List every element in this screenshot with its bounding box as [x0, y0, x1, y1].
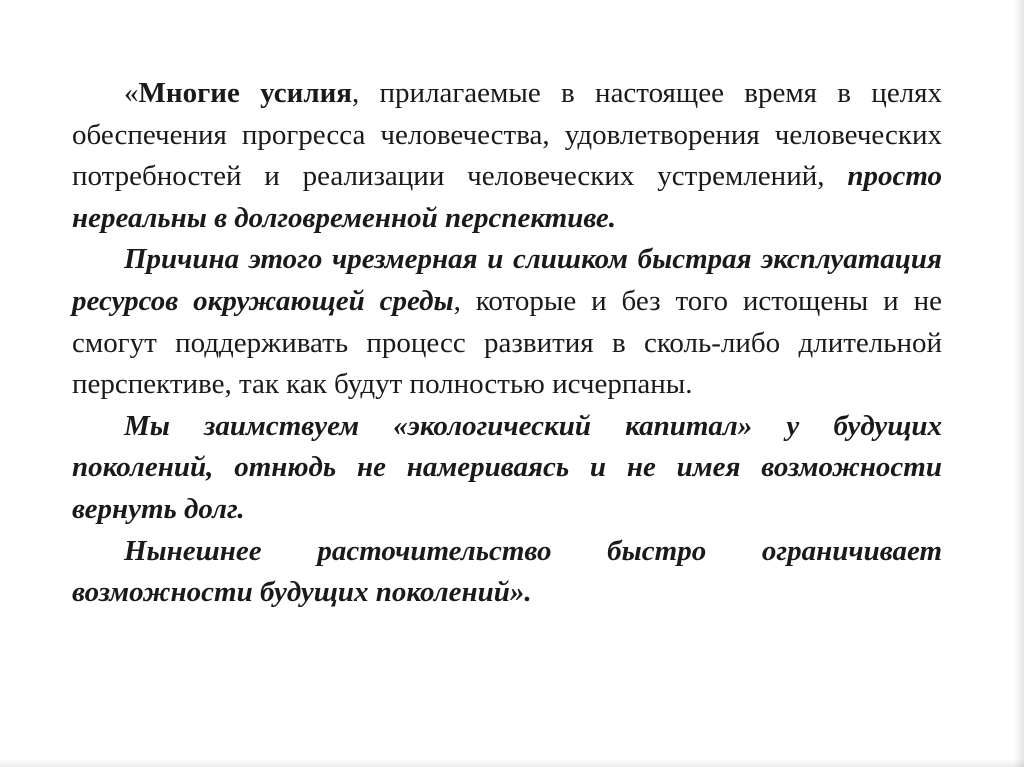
opening-quote-mark: «	[124, 77, 139, 109]
paragraph-3	[72, 406, 942, 531]
emphasis-unrealistic: просто нереальны в долговременной перспективе.	[72, 160, 942, 234]
emphasis-reason: Причина этого чрезмерная и слишком быстрая эксплуатация ресурсов окружающей среды	[72, 243, 942, 317]
emphasis-many-efforts: Многие усилия	[138, 77, 352, 109]
paragraph-2	[72, 239, 942, 405]
emphasis-wastefulness: Нынешнее расточительство быстро ограничивает возможности будущих поколений».	[72, 534, 942, 609]
paragraph-4	[72, 531, 942, 614]
emphasis-borrow-capital: Мы заимствуем «экологический капитал» у будущих поколений, отнюдь не намериваясь и не имея возможности вернуть долг.	[72, 409, 942, 525]
slide-edge-shadow-right	[1014, 0, 1024, 767]
text-segment: , прилагаемые в настоящее время в целях обеспечения прогресса человечества, удовлетворения человеческих потребностей и реализации человеческих устремлений,	[72, 77, 942, 193]
quote-block	[72, 73, 942, 614]
slide-edge-shadow-bottom	[0, 759, 1024, 767]
text-segment: , которые и без того истощены и не смогут поддерживать процесс развития в сколь-либо длительной перспективе, так как будут полностью исчерпаны.	[72, 284, 942, 401]
paragraph-1	[72, 73, 942, 239]
